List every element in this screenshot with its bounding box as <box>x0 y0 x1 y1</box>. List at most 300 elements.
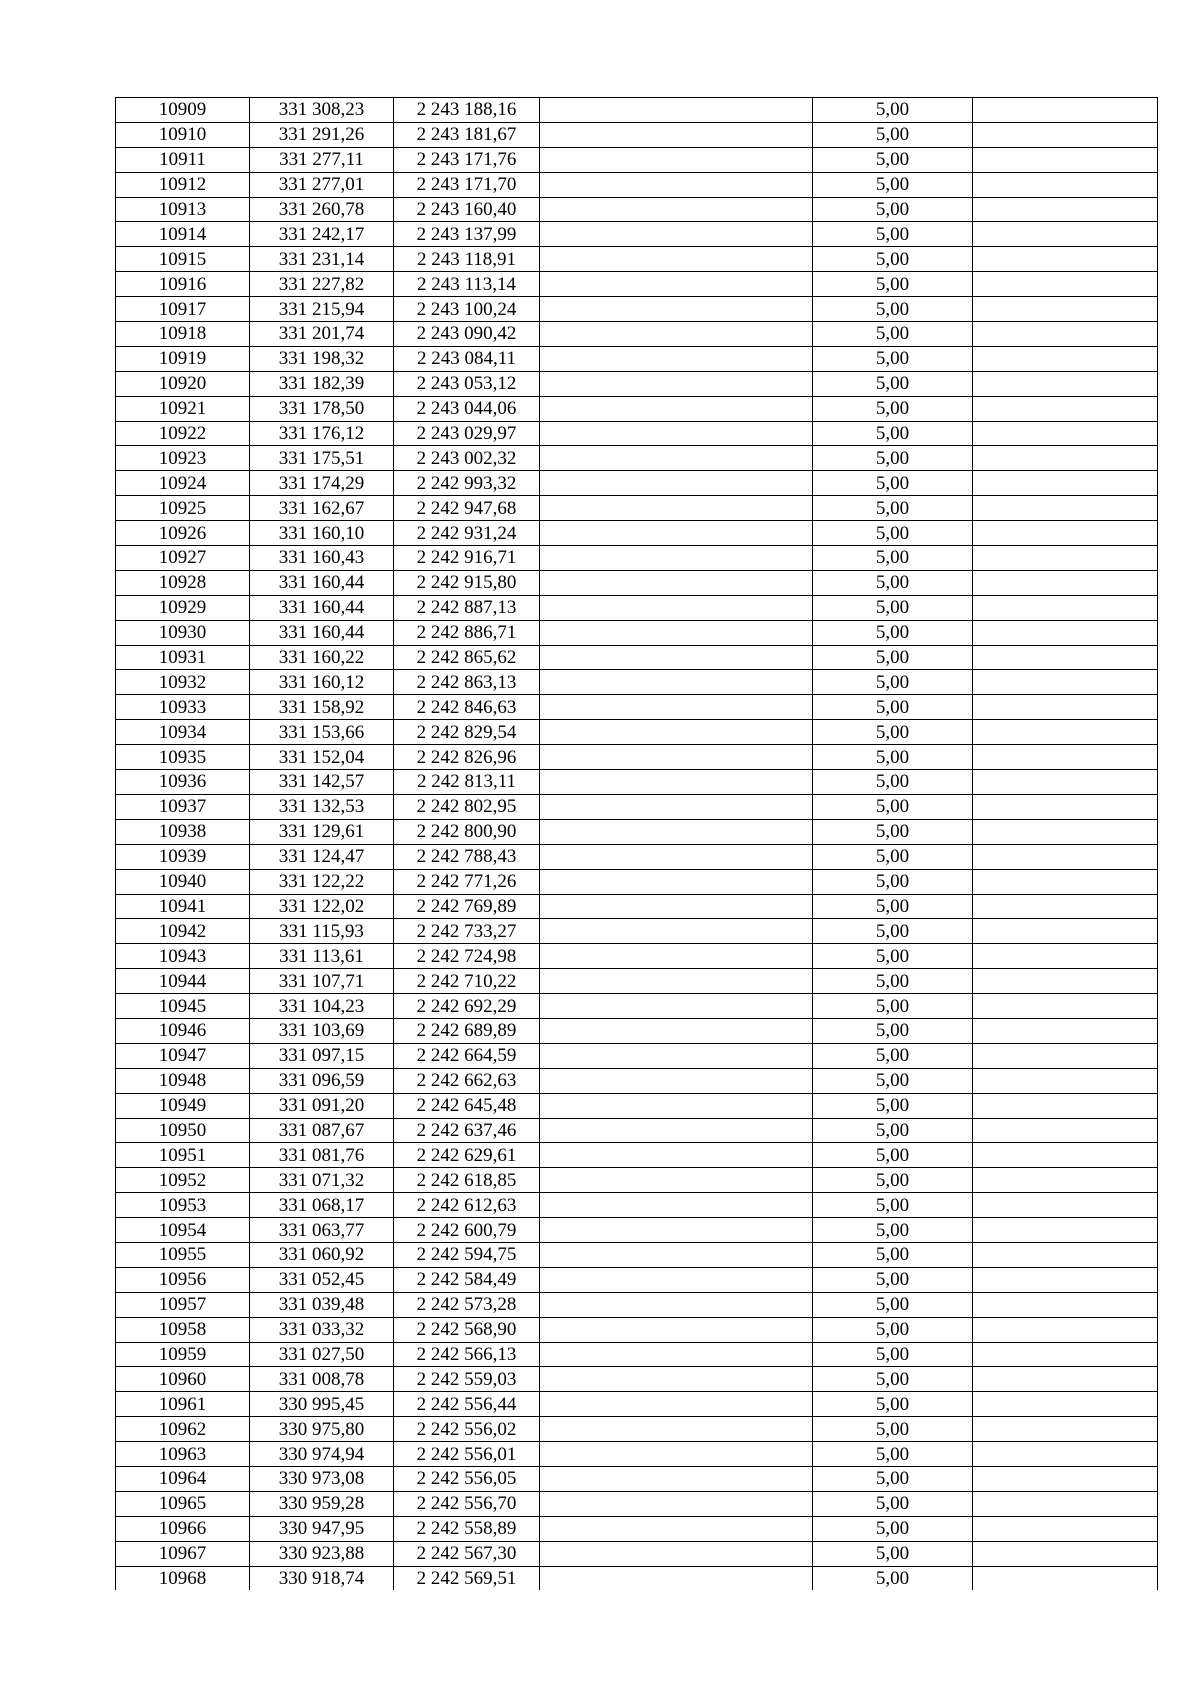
x-coordinate-cell: 330 974,94 <box>250 1442 394 1467</box>
empty-cell <box>973 1392 1158 1417</box>
value-cell: 5,00 <box>813 247 973 272</box>
value-cell: 5,00 <box>813 272 973 297</box>
value-cell: 5,00 <box>813 819 973 844</box>
empty-cell <box>540 1292 813 1317</box>
x-coordinate-cell: 331 081,76 <box>250 1143 394 1168</box>
y-coordinate-cell: 2 243 029,97 <box>394 421 540 446</box>
table-row <box>116 1218 1158 1243</box>
empty-cell <box>973 1342 1158 1367</box>
value-cell: 5,00 <box>813 969 973 994</box>
x-coordinate-cell: 330 923,88 <box>250 1541 394 1566</box>
point-number-cell: 10943 <box>116 944 250 969</box>
value-cell: 5,00 <box>813 1043 973 1068</box>
value-cell: 5,00 <box>813 1541 973 1566</box>
empty-cell <box>973 1093 1158 1118</box>
empty-cell <box>540 346 813 371</box>
empty-cell <box>973 1242 1158 1267</box>
y-coordinate-cell: 2 242 800,90 <box>394 819 540 844</box>
table-row <box>116 272 1158 297</box>
empty-cell <box>540 1193 813 1218</box>
value-cell: 5,00 <box>813 147 973 172</box>
y-coordinate-cell: 2 243 171,70 <box>394 172 540 197</box>
empty-cell <box>540 1267 813 1292</box>
empty-cell <box>540 322 813 347</box>
y-coordinate-cell: 2 242 916,71 <box>394 546 540 571</box>
x-coordinate-cell: 331 160,43 <box>250 546 394 571</box>
empty-cell <box>540 819 813 844</box>
empty-cell <box>973 720 1158 745</box>
empty-cell <box>540 1118 813 1143</box>
empty-cell <box>973 322 1158 347</box>
empty-cell <box>540 1541 813 1566</box>
value-cell: 5,00 <box>813 869 973 894</box>
y-coordinate-cell: 2 243 160,40 <box>394 197 540 222</box>
point-number-cell: 10938 <box>116 819 250 844</box>
empty-cell <box>973 521 1158 546</box>
point-number-cell: 10916 <box>116 272 250 297</box>
table-row <box>116 1143 1158 1168</box>
x-coordinate-cell: 330 959,28 <box>250 1491 394 1516</box>
empty-cell <box>540 919 813 944</box>
empty-cell <box>540 247 813 272</box>
table-row <box>116 869 1158 894</box>
point-number-cell: 10960 <box>116 1367 250 1392</box>
table-row <box>116 1168 1158 1193</box>
empty-cell <box>540 645 813 670</box>
x-coordinate-cell: 331 087,67 <box>250 1118 394 1143</box>
table-row <box>116 546 1158 571</box>
empty-cell <box>973 122 1158 147</box>
empty-cell <box>973 794 1158 819</box>
table-row <box>116 421 1158 446</box>
x-coordinate-cell: 331 103,69 <box>250 1018 394 1043</box>
table-row <box>116 994 1158 1019</box>
table-row <box>116 720 1158 745</box>
value-cell: 5,00 <box>813 695 973 720</box>
value-cell: 5,00 <box>813 1367 973 1392</box>
empty-cell <box>540 1043 813 1068</box>
y-coordinate-cell: 2 242 865,62 <box>394 645 540 670</box>
table-row <box>116 844 1158 869</box>
empty-cell <box>973 919 1158 944</box>
point-number-cell: 10920 <box>116 371 250 396</box>
point-number-cell: 10965 <box>116 1491 250 1516</box>
value-cell: 5,00 <box>813 1342 973 1367</box>
point-number-cell: 10951 <box>116 1143 250 1168</box>
x-coordinate-cell: 331 160,44 <box>250 595 394 620</box>
table-row <box>116 794 1158 819</box>
value-cell: 5,00 <box>813 770 973 795</box>
empty-cell <box>540 770 813 795</box>
x-coordinate-cell: 331 122,22 <box>250 869 394 894</box>
point-number-cell: 10966 <box>116 1516 250 1541</box>
empty-cell <box>973 222 1158 247</box>
value-cell: 5,00 <box>813 894 973 919</box>
value-cell: 5,00 <box>813 1317 973 1342</box>
point-number-cell: 10924 <box>116 471 250 496</box>
y-coordinate-cell: 2 242 886,71 <box>394 620 540 645</box>
y-coordinate-cell: 2 243 002,32 <box>394 446 540 471</box>
value-cell: 5,00 <box>813 944 973 969</box>
table-row <box>116 147 1158 172</box>
table-row <box>116 1516 1158 1541</box>
y-coordinate-cell: 2 242 813,11 <box>394 770 540 795</box>
value-cell: 5,00 <box>813 1442 973 1467</box>
table-row <box>116 1367 1158 1392</box>
value-cell: 5,00 <box>813 1466 973 1491</box>
empty-cell <box>540 297 813 322</box>
table-row <box>116 322 1158 347</box>
empty-cell <box>973 1466 1158 1491</box>
empty-cell <box>973 1143 1158 1168</box>
x-coordinate-cell: 331 096,59 <box>250 1068 394 1093</box>
x-coordinate-cell: 331 160,22 <box>250 645 394 670</box>
point-number-cell: 10939 <box>116 844 250 869</box>
value-cell: 5,00 <box>813 1242 973 1267</box>
point-number-cell: 10940 <box>116 869 250 894</box>
y-coordinate-cell: 2 242 566,13 <box>394 1342 540 1367</box>
point-number-cell: 10948 <box>116 1068 250 1093</box>
value-cell: 5,00 <box>813 322 973 347</box>
empty-cell <box>973 894 1158 919</box>
empty-cell <box>973 844 1158 869</box>
empty-cell <box>973 1541 1158 1566</box>
empty-cell <box>540 1466 813 1491</box>
empty-cell <box>973 1442 1158 1467</box>
value-cell: 5,00 <box>813 1218 973 1243</box>
table-row <box>116 197 1158 222</box>
table-row <box>116 371 1158 396</box>
y-coordinate-cell: 2 242 594,75 <box>394 1242 540 1267</box>
empty-cell <box>973 770 1158 795</box>
x-coordinate-cell: 331 063,77 <box>250 1218 394 1243</box>
value-cell: 5,00 <box>813 1292 973 1317</box>
point-number-cell: 10919 <box>116 346 250 371</box>
y-coordinate-cell: 2 242 863,13 <box>394 670 540 695</box>
point-number-cell: 10963 <box>116 1442 250 1467</box>
x-coordinate-cell: 331 122,02 <box>250 894 394 919</box>
x-coordinate-cell: 331 124,47 <box>250 844 394 869</box>
value-cell: 5,00 <box>813 1068 973 1093</box>
empty-cell <box>973 1193 1158 1218</box>
x-coordinate-cell: 331 162,67 <box>250 496 394 521</box>
x-coordinate-cell: 330 973,08 <box>250 1466 394 1491</box>
value-cell: 5,00 <box>813 496 973 521</box>
point-number-cell: 10941 <box>116 894 250 919</box>
x-coordinate-cell: 331 291,26 <box>250 122 394 147</box>
empty-cell <box>973 446 1158 471</box>
value-cell: 5,00 <box>813 1491 973 1516</box>
y-coordinate-cell: 2 242 612,63 <box>394 1193 540 1218</box>
point-number-cell: 10931 <box>116 645 250 670</box>
empty-cell <box>973 1367 1158 1392</box>
empty-cell <box>973 994 1158 1019</box>
y-coordinate-cell: 2 243 137,99 <box>394 222 540 247</box>
y-coordinate-cell: 2 242 692,29 <box>394 994 540 1019</box>
empty-cell <box>540 471 813 496</box>
x-coordinate-cell: 331 160,12 <box>250 670 394 695</box>
value-cell: 5,00 <box>813 421 973 446</box>
table-row <box>116 645 1158 670</box>
point-number-cell: 10915 <box>116 247 250 272</box>
y-coordinate-cell: 2 242 629,61 <box>394 1143 540 1168</box>
empty-cell <box>540 272 813 297</box>
point-number-cell: 10917 <box>116 297 250 322</box>
empty-cell <box>540 197 813 222</box>
table-row <box>116 745 1158 770</box>
empty-cell <box>540 1218 813 1243</box>
empty-cell <box>973 1018 1158 1043</box>
point-number-cell: 10928 <box>116 570 250 595</box>
empty-cell <box>540 720 813 745</box>
empty-cell <box>540 1342 813 1367</box>
empty-cell <box>540 620 813 645</box>
table-row <box>116 1566 1158 1590</box>
y-coordinate-cell: 2 243 181,67 <box>394 122 540 147</box>
value-cell: 5,00 <box>813 645 973 670</box>
y-coordinate-cell: 2 242 662,63 <box>394 1068 540 1093</box>
x-coordinate-cell: 331 201,74 <box>250 322 394 347</box>
table-row <box>116 1392 1158 1417</box>
x-coordinate-cell: 331 113,61 <box>250 944 394 969</box>
empty-cell <box>540 794 813 819</box>
empty-cell <box>540 147 813 172</box>
value-cell: 5,00 <box>813 98 973 123</box>
empty-cell <box>540 1367 813 1392</box>
empty-cell <box>540 745 813 770</box>
point-number-cell: 10962 <box>116 1417 250 1442</box>
empty-cell <box>973 272 1158 297</box>
y-coordinate-cell: 2 242 724,98 <box>394 944 540 969</box>
empty-cell <box>973 396 1158 421</box>
value-cell: 5,00 <box>813 1168 973 1193</box>
empty-cell <box>973 346 1158 371</box>
table-row <box>116 446 1158 471</box>
table-row <box>116 1491 1158 1516</box>
table-row <box>116 1417 1158 1442</box>
table-row <box>116 222 1158 247</box>
y-coordinate-cell: 2 242 569,51 <box>394 1566 540 1590</box>
point-number-cell: 10968 <box>116 1566 250 1590</box>
table-row <box>116 172 1158 197</box>
x-coordinate-cell: 331 277,11 <box>250 147 394 172</box>
empty-cell <box>973 645 1158 670</box>
empty-cell <box>973 421 1158 446</box>
empty-cell <box>540 1491 813 1516</box>
x-coordinate-cell: 331 060,92 <box>250 1242 394 1267</box>
x-coordinate-cell: 331 052,45 <box>250 1267 394 1292</box>
table-row <box>116 247 1158 272</box>
empty-cell <box>973 1417 1158 1442</box>
empty-cell <box>973 1168 1158 1193</box>
x-coordinate-cell: 331 158,92 <box>250 695 394 720</box>
y-coordinate-cell: 2 243 100,24 <box>394 297 540 322</box>
point-number-cell: 10930 <box>116 620 250 645</box>
x-coordinate-cell: 331 198,32 <box>250 346 394 371</box>
empty-cell <box>973 1566 1158 1590</box>
empty-cell <box>973 1292 1158 1317</box>
empty-cell <box>540 521 813 546</box>
y-coordinate-cell: 2 243 171,76 <box>394 147 540 172</box>
point-number-cell: 10946 <box>116 1018 250 1043</box>
point-number-cell: 10944 <box>116 969 250 994</box>
y-coordinate-cell: 2 242 556,05 <box>394 1466 540 1491</box>
y-coordinate-cell: 2 242 556,44 <box>394 1392 540 1417</box>
point-number-cell: 10956 <box>116 1267 250 1292</box>
value-cell: 5,00 <box>813 1392 973 1417</box>
empty-cell <box>540 1068 813 1093</box>
point-number-cell: 10949 <box>116 1093 250 1118</box>
empty-cell <box>540 869 813 894</box>
empty-cell <box>973 1068 1158 1093</box>
y-coordinate-cell: 2 242 559,03 <box>394 1367 540 1392</box>
x-coordinate-cell: 331 231,14 <box>250 247 394 272</box>
value-cell: 5,00 <box>813 1143 973 1168</box>
value-cell: 5,00 <box>813 471 973 496</box>
table-row <box>116 770 1158 795</box>
point-number-cell: 10927 <box>116 546 250 571</box>
value-cell: 5,00 <box>813 1018 973 1043</box>
x-coordinate-cell: 331 153,66 <box>250 720 394 745</box>
table-row <box>116 1541 1158 1566</box>
empty-cell <box>540 1242 813 1267</box>
empty-cell <box>540 670 813 695</box>
empty-cell <box>973 944 1158 969</box>
y-coordinate-cell: 2 242 558,89 <box>394 1516 540 1541</box>
empty-cell <box>973 1218 1158 1243</box>
y-coordinate-cell: 2 242 584,49 <box>394 1267 540 1292</box>
empty-cell <box>973 745 1158 770</box>
point-number-cell: 10911 <box>116 147 250 172</box>
x-coordinate-cell: 331 132,53 <box>250 794 394 819</box>
empty-cell <box>973 98 1158 123</box>
table-row <box>116 1093 1158 1118</box>
point-number-cell: 10954 <box>116 1218 250 1243</box>
table-row <box>116 1193 1158 1218</box>
y-coordinate-cell: 2 243 053,12 <box>394 371 540 396</box>
y-coordinate-cell: 2 242 993,32 <box>394 471 540 496</box>
value-cell: 5,00 <box>813 197 973 222</box>
empty-cell <box>540 546 813 571</box>
point-number-cell: 10950 <box>116 1118 250 1143</box>
value-cell: 5,00 <box>813 396 973 421</box>
empty-cell <box>540 172 813 197</box>
x-coordinate-cell: 331 160,44 <box>250 570 394 595</box>
point-number-cell: 10921 <box>116 396 250 421</box>
empty-cell <box>973 1118 1158 1143</box>
x-coordinate-cell: 331 176,12 <box>250 421 394 446</box>
point-number-cell: 10958 <box>116 1317 250 1342</box>
empty-cell <box>973 1317 1158 1342</box>
y-coordinate-cell: 2 243 090,42 <box>394 322 540 347</box>
y-coordinate-cell: 2 242 802,95 <box>394 794 540 819</box>
x-coordinate-cell: 331 107,71 <box>250 969 394 994</box>
x-coordinate-cell: 331 227,82 <box>250 272 394 297</box>
empty-cell <box>540 222 813 247</box>
empty-cell <box>540 1168 813 1193</box>
table-row <box>116 1068 1158 1093</box>
table-row <box>116 297 1158 322</box>
empty-cell <box>540 1442 813 1467</box>
table-row <box>116 1018 1158 1043</box>
empty-cell <box>973 1516 1158 1541</box>
value-cell: 5,00 <box>813 1566 973 1590</box>
value-cell: 5,00 <box>813 794 973 819</box>
empty-cell <box>540 1516 813 1541</box>
y-coordinate-cell: 2 243 084,11 <box>394 346 540 371</box>
empty-cell <box>973 297 1158 322</box>
empty-cell <box>973 496 1158 521</box>
x-coordinate-cell: 330 947,95 <box>250 1516 394 1541</box>
table-row <box>116 396 1158 421</box>
point-number-cell: 10923 <box>116 446 250 471</box>
empty-cell <box>540 1317 813 1342</box>
empty-cell <box>973 1491 1158 1516</box>
point-number-cell: 10918 <box>116 322 250 347</box>
point-number-cell: 10957 <box>116 1292 250 1317</box>
table-row <box>116 969 1158 994</box>
empty-cell <box>973 471 1158 496</box>
x-coordinate-cell: 331 152,04 <box>250 745 394 770</box>
y-coordinate-cell: 2 242 556,70 <box>394 1491 540 1516</box>
table-row <box>116 471 1158 496</box>
x-coordinate-cell: 331 175,51 <box>250 446 394 471</box>
x-coordinate-cell: 331 174,29 <box>250 471 394 496</box>
table-row <box>116 919 1158 944</box>
empty-cell <box>973 371 1158 396</box>
empty-cell <box>540 570 813 595</box>
value-cell: 5,00 <box>813 844 973 869</box>
value-cell: 5,00 <box>813 521 973 546</box>
x-coordinate-cell: 331 091,20 <box>250 1093 394 1118</box>
point-number-cell: 10922 <box>116 421 250 446</box>
x-coordinate-cell: 331 097,15 <box>250 1043 394 1068</box>
y-coordinate-cell: 2 242 947,68 <box>394 496 540 521</box>
value-cell: 5,00 <box>813 1417 973 1442</box>
point-number-cell: 10947 <box>116 1043 250 1068</box>
y-coordinate-cell: 2 242 771,26 <box>394 869 540 894</box>
x-coordinate-cell: 331 215,94 <box>250 297 394 322</box>
point-number-cell: 10936 <box>116 770 250 795</box>
y-coordinate-cell: 2 242 573,28 <box>394 1292 540 1317</box>
x-coordinate-cell: 331 071,32 <box>250 1168 394 1193</box>
value-cell: 5,00 <box>813 919 973 944</box>
x-coordinate-cell: 330 918,74 <box>250 1566 394 1590</box>
value-cell: 5,00 <box>813 546 973 571</box>
y-coordinate-cell: 2 242 556,02 <box>394 1417 540 1442</box>
table-row <box>116 695 1158 720</box>
x-coordinate-cell: 331 308,23 <box>250 98 394 123</box>
point-number-cell: 10909 <box>116 98 250 123</box>
empty-cell <box>973 595 1158 620</box>
x-coordinate-cell: 331 182,39 <box>250 371 394 396</box>
x-coordinate-cell: 331 033,32 <box>250 1317 394 1342</box>
table-row <box>116 98 1158 123</box>
table-row <box>116 1342 1158 1367</box>
point-number-cell: 10953 <box>116 1193 250 1218</box>
value-cell: 5,00 <box>813 570 973 595</box>
y-coordinate-cell: 2 242 887,13 <box>394 595 540 620</box>
y-coordinate-cell: 2 242 600,79 <box>394 1218 540 1243</box>
y-coordinate-cell: 2 243 118,91 <box>394 247 540 272</box>
point-number-cell: 10925 <box>116 496 250 521</box>
point-number-cell: 10926 <box>116 521 250 546</box>
empty-cell <box>540 421 813 446</box>
y-coordinate-cell: 2 242 788,43 <box>394 844 540 869</box>
y-coordinate-cell: 2 242 931,24 <box>394 521 540 546</box>
empty-cell <box>540 894 813 919</box>
x-coordinate-cell: 331 039,48 <box>250 1292 394 1317</box>
